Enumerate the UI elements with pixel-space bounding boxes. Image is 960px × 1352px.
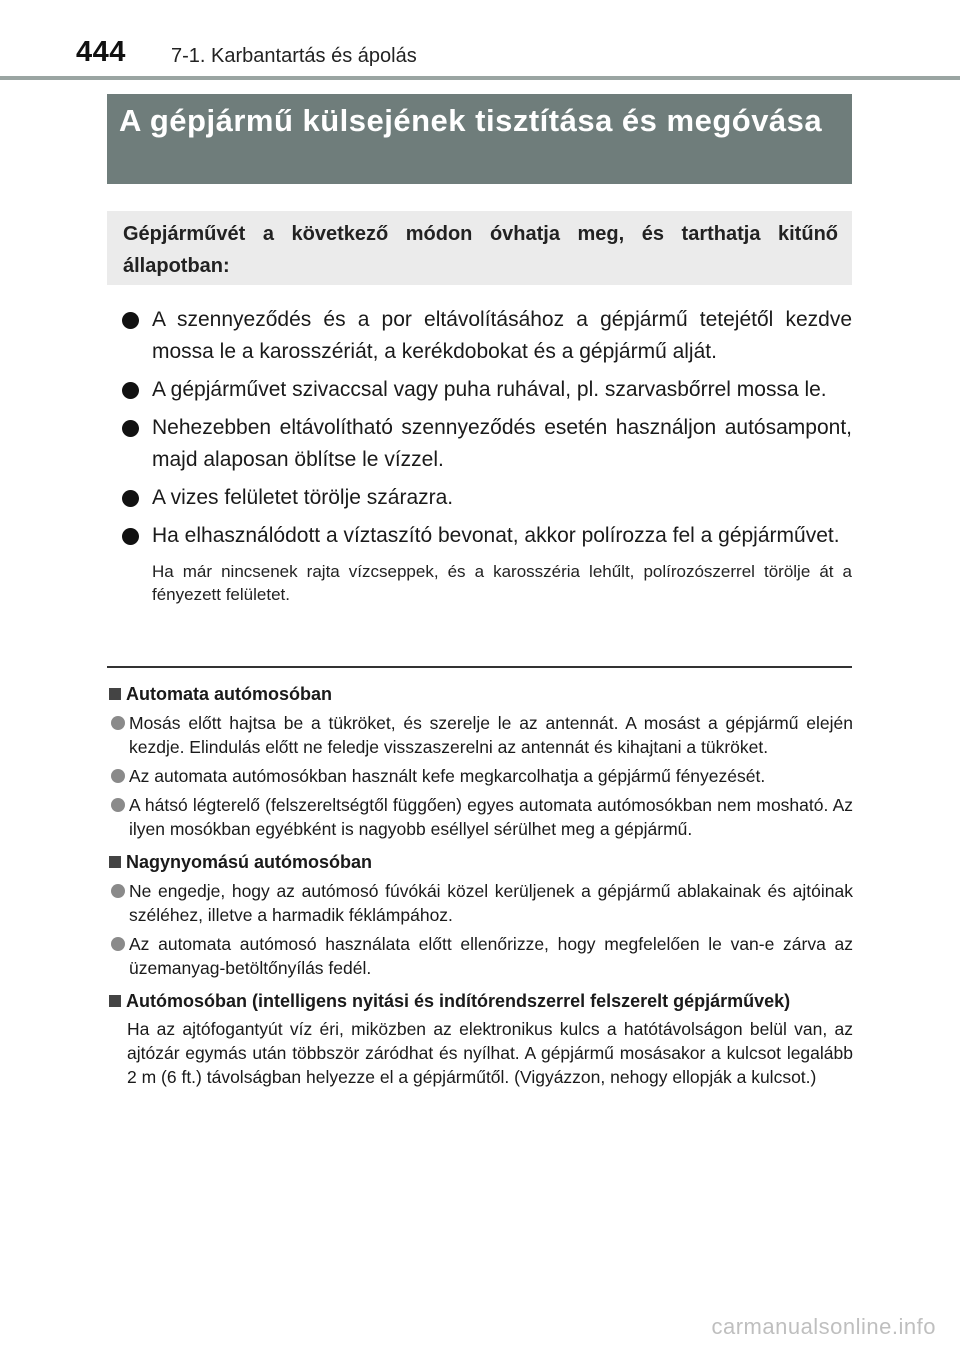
bullet-icon (122, 490, 139, 507)
main-list-item (122, 412, 852, 476)
main-list-item (122, 374, 852, 406)
note-list-item (110, 932, 853, 980)
main-list (122, 304, 852, 606)
note-list-item (110, 793, 853, 841)
bullet-icon (122, 528, 139, 545)
note-list-item (110, 764, 853, 788)
header-rule (0, 76, 960, 80)
main-list-item (122, 482, 852, 514)
square-bullet-icon (109, 995, 121, 1007)
note-heading-text: Nagynyomású autómosóban (126, 852, 373, 872)
note-list-item (110, 879, 853, 927)
intro-text: Gépjárművét a következő módon óvhatja meg, és tarthatja kitűnő állapotban: (123, 223, 838, 277)
gray-bullet-icon (111, 716, 125, 730)
note-item-text: Az automata autómosó használata előtt ellenőrizze, hogy megfelelően le van-e zárva az üzemanyag-betöltőnyílás fedél. (129, 934, 853, 978)
notes-section (108, 678, 853, 1089)
note-item-text: A hátsó légterelő (felszereltségtől függően) egyes automata autómosókban nem mosható. Az ilyen mosókban egyébként is nagyobb eséllyel sérülhet meg a gépjármű. (129, 795, 853, 839)
main-item-text: A szennyeződés és a por eltávolításához a gépjármű tetejétől kezdve mossa le a karosszériát, a kerékdobokat és a gépjármű alját. (152, 308, 852, 363)
main-item-text: A vizes felületet törölje szárazra. (152, 486, 454, 509)
page-number: 444 (76, 36, 126, 68)
note-heading (108, 989, 853, 1013)
main-item-text: Ha elhasználódott a víztaszító bevonat, akkor polírozza fel a gépjárművet. (152, 524, 840, 547)
note-item-text: Ne engedje, hogy az autómosó fúvókái közel kerüljenek a gépjármű ablakainak és ajtóinak széléhez, illetve a harmadik féklámpához. (129, 881, 853, 925)
bullet-icon (122, 382, 139, 399)
watermark: carmanualsonline.info (711, 1314, 936, 1339)
note-heading-text: Automata autómosóban (126, 684, 333, 704)
note-heading-text: Autómosóban (intelligens nyitási és indítórendszerrel felszerelt gépjárművek) (126, 991, 791, 1011)
section-divider (107, 666, 852, 668)
bullet-icon (122, 312, 139, 329)
note-heading (108, 682, 853, 706)
title-box (107, 94, 852, 184)
main-list-item (122, 304, 852, 368)
gray-bullet-icon (111, 884, 125, 898)
note-body: Ha az ajtófogantyút víz éri, miközben az elektronikus kulcs a hatótávolságon belül van, az ajtózár egymás után többször záródhat és nyílhat. A gépjármű mosásakor a kulcsot legalább 2 m (6 ft.) távolságban helyezze el a gépjárműtől. (Vigyázzon, nehogy ellopják a kulcsot.) (127, 1019, 853, 1087)
square-bullet-icon (109, 856, 121, 868)
main-list-item (122, 520, 852, 552)
gray-bullet-icon (111, 798, 125, 812)
note-list-item (110, 711, 853, 759)
note-item-text: Mosás előtt hajtsa be a tükröket, és szerelje le az antennát. A mosást a gépjármű elején kezdje. Elindulás előtt ne feledje visszaszerelni az antennát és kihajtani a tükröket. (129, 713, 853, 757)
main-item-text: Nehezebben eltávolítható szennyeződés esetén használjon autósampont, majd alaposan öblítse le vízzel. (152, 416, 852, 471)
square-bullet-icon (109, 688, 121, 700)
intro-box (107, 211, 852, 285)
bullet-icon (122, 420, 139, 437)
gray-bullet-icon (111, 769, 125, 783)
main-item-text: A gépjárművet szivaccsal vagy puha ruhával, pl. szarvasbőrrel mossa le. (152, 378, 827, 401)
page-header (0, 0, 960, 80)
page-title: A gépjármű külsejének tisztítása és megóvása (119, 103, 823, 138)
section-title: 7-1. Karbantartás és ápolás (171, 45, 417, 67)
note-heading (108, 850, 853, 874)
main-note: Ha már nincsenek rajta vízcseppek, és a karosszéria lehűlt, polírozószerrel törölje át a fényezett felületet. (152, 562, 852, 604)
note-item-text: Az automata autómosókban használt kefe megkarcolhatja a gépjármű fényezését. (129, 766, 766, 786)
gray-bullet-icon (111, 937, 125, 951)
